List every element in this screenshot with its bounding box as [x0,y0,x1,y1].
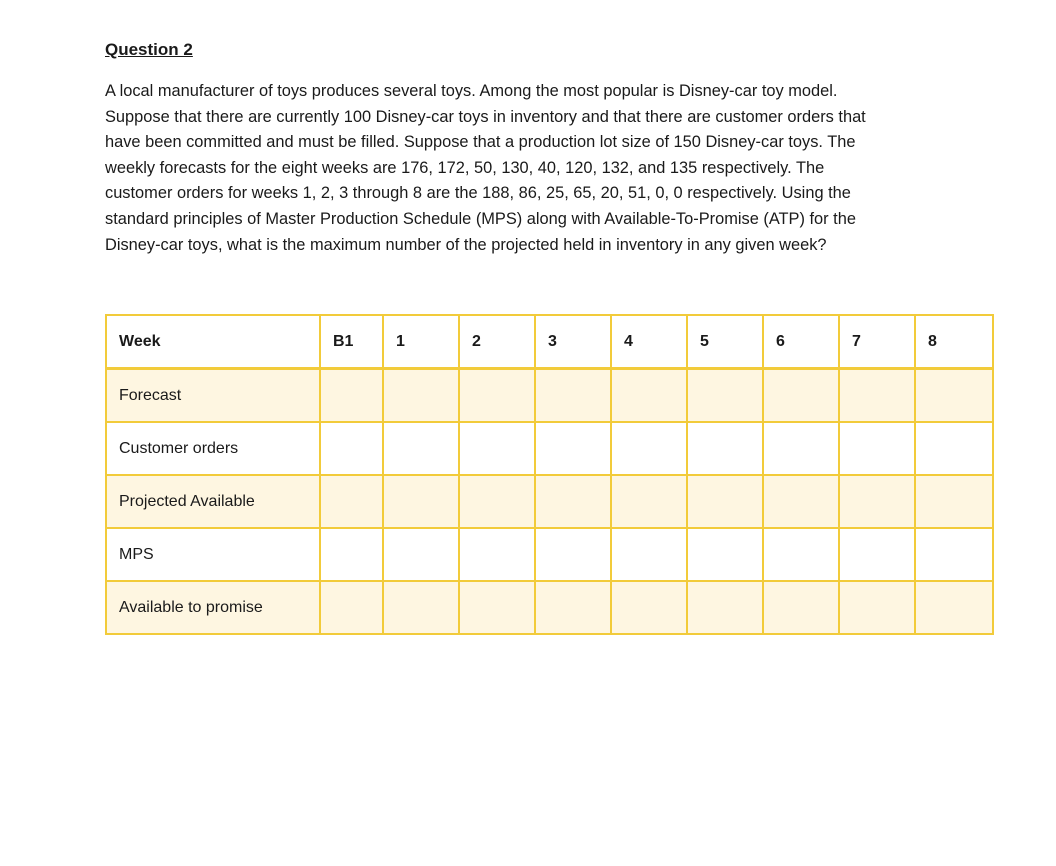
table-cell[interactable] [839,475,915,528]
table-cell[interactable] [320,581,383,634]
table-cell[interactable] [839,422,915,475]
table-cell[interactable] [535,581,611,634]
question-line: have been committed and must be filled. Suppose that a production lot size of 150 Disney-car toys. The [105,133,856,152]
table-cell[interactable] [459,528,535,581]
question-line: standard principles of Master Production Schedule (MPS) along with Available-To-Promise (ATP) for the [105,209,856,228]
table-cell[interactable] [687,475,763,528]
table-cell[interactable] [763,475,839,528]
row-label: Forecast [106,369,320,423]
question-line: Suppose that there are currently 100 Disney-car toys in inventory and that there are customer orders that [105,107,866,126]
table-cell[interactable] [915,528,993,581]
table-cell[interactable] [535,475,611,528]
table-cell[interactable] [459,475,535,528]
table-cell[interactable] [320,369,383,423]
table-cell[interactable] [839,581,915,634]
table-cell[interactable] [383,528,459,581]
header-week-2: 2 [459,315,535,369]
row-label: Projected Available [106,475,320,528]
table-cell[interactable] [383,475,459,528]
table-cell[interactable] [383,422,459,475]
table-cell[interactable] [839,369,915,423]
table-cell[interactable] [535,528,611,581]
row-label: Customer orders [106,422,320,475]
question-title: Question 2 [105,40,193,59]
table-cell[interactable] [459,581,535,634]
table-cell[interactable] [687,422,763,475]
table-cell[interactable] [459,369,535,423]
question-line: Disney-car toys, what is the maximum number of the projected held in inventory in any given week? [105,235,827,254]
table-cell[interactable] [320,422,383,475]
table-header-row [106,315,993,369]
question-line: customer orders for weeks 1, 2, 3 through 8 are the 188, 86, 25, 65, 20, 51, 0, 0 respectively. Using the [105,184,851,203]
table-cell[interactable] [535,369,611,423]
table-cell[interactable] [611,528,687,581]
header-b1: B1 [320,315,383,369]
table-cell[interactable] [915,475,993,528]
table-cell[interactable] [320,475,383,528]
header-week-5: 5 [687,315,763,369]
table-cell[interactable] [915,422,993,475]
header-week-1: 1 [383,315,459,369]
table-cell[interactable] [763,528,839,581]
mps-table [105,314,994,635]
table-cell[interactable] [611,475,687,528]
row-label: MPS [106,528,320,581]
table-cell[interactable] [763,581,839,634]
row-label: Available to promise [106,581,320,634]
table-cell[interactable] [459,422,535,475]
table-cell[interactable] [320,528,383,581]
header-week-6: 6 [763,315,839,369]
table-row-customer-orders [106,422,993,475]
header-week-8: 8 [915,315,993,369]
table-cell[interactable] [763,422,839,475]
table-cell[interactable] [383,369,459,423]
table-cell[interactable] [763,369,839,423]
table-row-forecast [106,369,993,423]
table-row-projected-available [106,475,993,528]
question-line: weekly forecasts for the eight weeks are 176, 172, 50, 130, 40, 120, 132, and 135 respectively. The [105,158,825,177]
table-cell[interactable] [687,369,763,423]
table-cell[interactable] [687,528,763,581]
table-cell[interactable] [611,422,687,475]
header-week: Week [106,315,320,369]
table-cell[interactable] [915,581,993,634]
table-cell[interactable] [839,528,915,581]
question-line: A local manufacturer of toys produces several toys. Among the most popular is Disney-car toy model. [105,82,838,100]
table-row-mps [106,528,993,581]
table-cell[interactable] [611,369,687,423]
table-cell[interactable] [383,581,459,634]
table-row-available-to-promise [106,581,993,634]
header-week-3: 3 [535,315,611,369]
table-cell[interactable] [611,581,687,634]
table-cell[interactable] [535,422,611,475]
table-cell[interactable] [915,369,993,423]
header-week-4: 4 [611,315,687,369]
table-cell[interactable] [687,581,763,634]
header-week-7: 7 [839,315,915,369]
question-text [105,79,955,258]
